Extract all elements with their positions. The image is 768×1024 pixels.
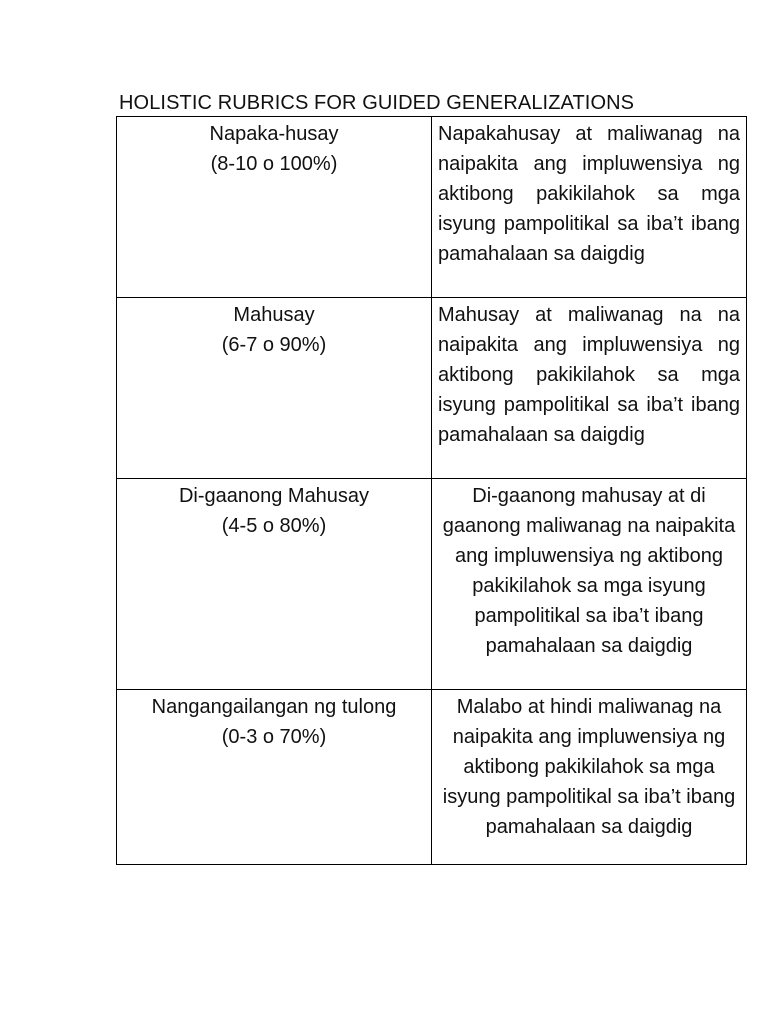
table-row [117,479,747,690]
level-cell [117,117,432,298]
level-cell [117,298,432,479]
table-row [117,690,747,865]
level-score: (6-7 o 90%) [221,334,327,356]
level-score: (8-10 o 100%) [210,153,338,175]
level-label: Mahusay [233,304,315,326]
table-row [117,298,747,479]
description-cell: Mahusay at maliwanag na na naipakita ang impluwensiya ng aktibong pakikilahok sa mga isyung pampolitikal sa iba’t ibang pamahalaan sa daigdig [432,298,747,479]
level-label: Nangangailangan ng tulong [151,696,397,718]
table-row [117,117,747,298]
level-score: (4-5 o 80%) [221,515,327,537]
level-label: Di-gaanong Mahusay [178,485,370,507]
page-title: HOLISTIC RUBRICS FOR GUIDED GENERALIZATIONS [119,92,635,114]
rubric-table [116,116,747,865]
description-cell: Malabo at hindi maliwanag na naipakita ang impluwensiya ng aktibong pakikilahok sa mga isyung pampolitikal sa iba’t ibang pamahalaan sa daigdig [432,690,747,865]
level-label: Napaka-husay [209,123,339,145]
level-cell [117,690,432,865]
level-cell [117,479,432,690]
description-cell: Napakahusay at maliwanag na naipakita ang impluwensiya ng aktibong pakikilahok sa mga isyung pampolitikal sa iba’t ibang pamahalaan sa daigdig [432,117,747,298]
level-score: (0-3 o 70%) [221,726,327,748]
description-cell: Di-gaanong mahusay at di gaanong maliwanag na naipakita ang impluwensiya ng aktibong pakikilahok sa mga isyung pampolitikal sa iba’t ibang pamahalaan sa daigdig [432,479,747,690]
